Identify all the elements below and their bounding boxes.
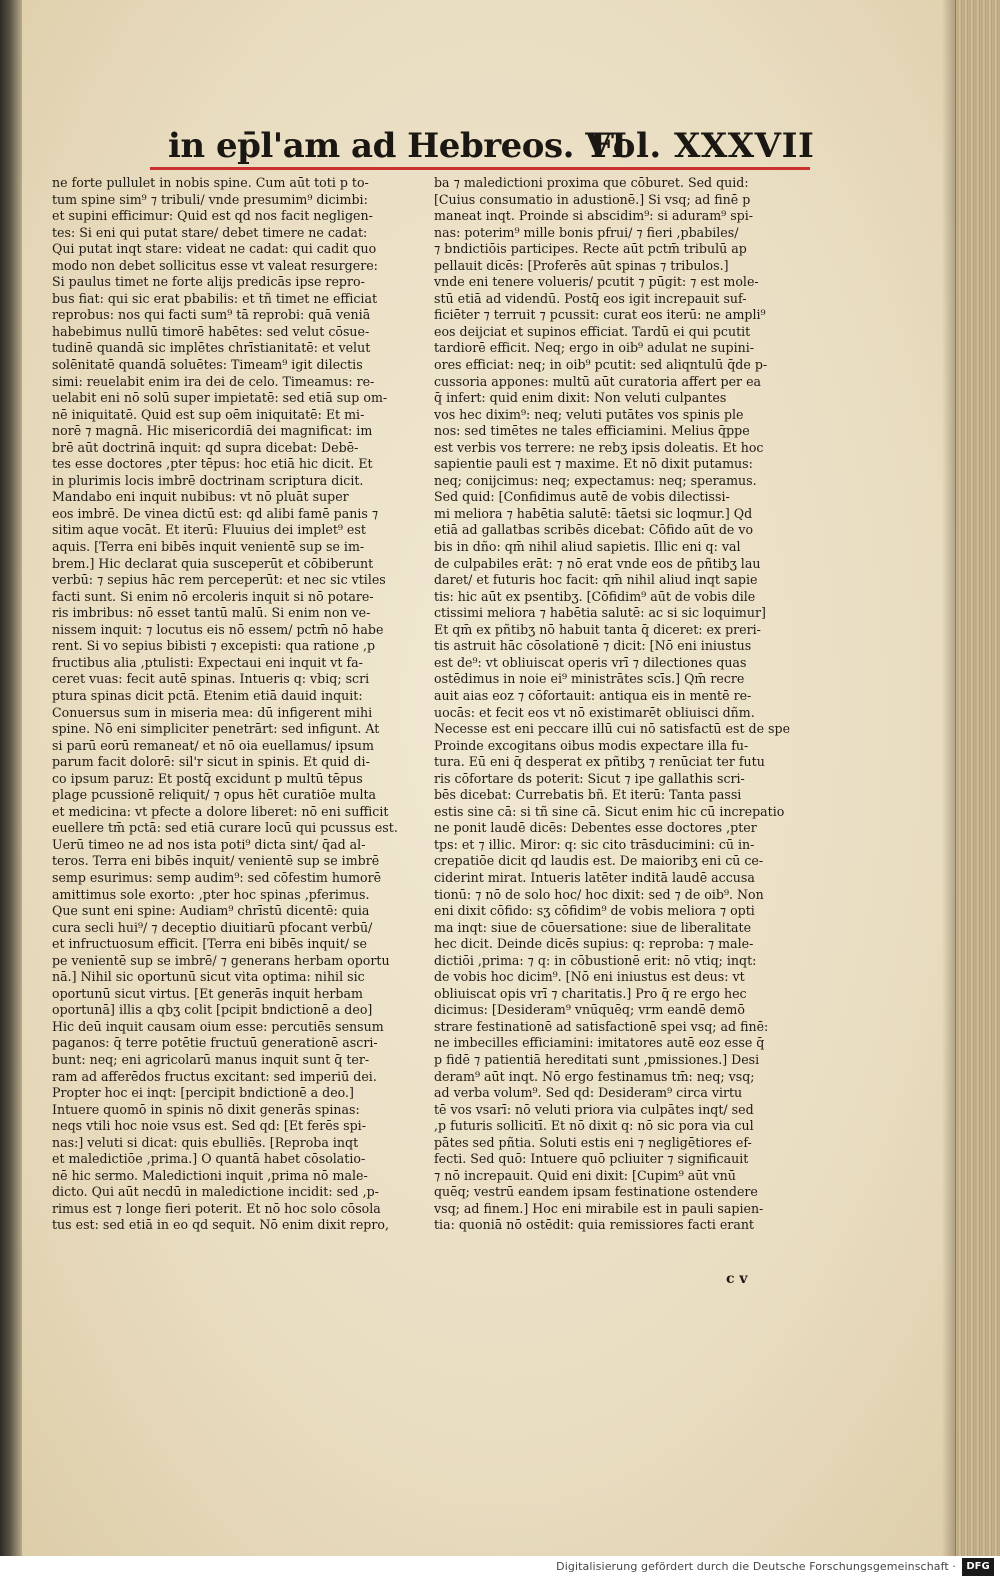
- text-line: ne imbecilles efficiamini: imitatores autē eoz esse q̄: [434, 1035, 765, 1051]
- text-line: tē vos vsarī: nō veluti priora via culpātes inqt/ sed: [434, 1101, 754, 1117]
- text-line: dicto. Qui aūt necdū in maledictione incidit: sed ,p-: [52, 1184, 379, 1200]
- text-line: tia: quoniā nō ostēdit: quia remissiores facti erant: [434, 1217, 754, 1233]
- text-line: nas: poterim⁹ mille bonis pfrui/ ⁊ fieri ,pbabiles/: [434, 224, 739, 240]
- text-line: cura secli hui⁹/ ⁊ deceptio diuitiarū pfocant verbū/: [52, 919, 373, 935]
- text-line: ba ⁊ maledictioni proxima que cōburet. Sed quid:: [434, 175, 749, 190]
- text-line: Mandabo eni inquit nubibus: vt nō pluāt super: [52, 489, 349, 505]
- text-line: Necesse est eni peccare illū cui nō satisfactū est de spe: [434, 721, 790, 737]
- text-line: pe venientē sup se imbrē/ ⁊ generans herbam oportu: [52, 952, 390, 968]
- text-line: rent. Si vo sepius bibisti ⁊ excepisti: qua ratione ,p: [52, 638, 376, 654]
- page-edge-shadow: [942, 0, 956, 1560]
- text-line: vnde eni tenere volueris/ pcutit ⁊ pūgit: ⁊ est mole-: [434, 274, 759, 290]
- text-line: oportunū sicut virtus. [Et generās inquit herbam: [52, 985, 363, 1001]
- text-line: eos imbrē. De vinea dictū est: qd alibi famē panis ⁊: [52, 505, 379, 521]
- text-line: rimus est ⁊ longe fieri poterit. Et nō hoc solo cōsola: [52, 1200, 381, 1216]
- text-line: nē iniquitatē. Quid est sup oēm iniquitatē: Et mi-: [52, 406, 365, 422]
- text-line: tum spine sim⁹ ⁊ tribuli/ vnde presumim⁹ dicimbi:: [52, 191, 368, 207]
- text-line: tardiorē efficit. Neq; ergo in oib⁹ adulat ne supini-: [434, 340, 754, 356]
- text-line: vsq; ad finem.] Hoc eni mirabile est in pauli sapien-: [434, 1200, 764, 1216]
- text-line: et supini efficimur: Quid est qd nos facit negligen-: [52, 208, 373, 224]
- text-line: parum facit dolorē: sil'r sicut in spinis. Et quid di-: [52, 754, 370, 770]
- text-line: Propter hoc ei inqt: [percipit bndictionē a deo.]: [52, 1085, 354, 1101]
- text-line: ad verba volum⁹. Sed qd: Desideram⁹ circa virtu: [434, 1085, 743, 1101]
- text-line: semp esurimus: semp audim⁹: sed cōfestim humorē: [52, 869, 382, 885]
- text-line: est verbis vos terrere: ne rebʒ ipsis doleatis. Et hoc: [434, 439, 764, 455]
- text-line: teros. Terra eni bibēs inquit/ venientē sup se imbrē: [52, 853, 380, 869]
- text-line: facti sunt. Si enim nō ercoleris inquit si nō potare-: [52, 588, 374, 604]
- text-line: hec dicit. Deinde dicēs supius: q: reproba: ⁊ male-: [434, 936, 754, 952]
- text-line: nos: sed timētes ne tales efficiamini. Melius q̄ppe: [434, 423, 750, 439]
- text-line: ptura spinas dicit pctā. Etenim etiā dauid inquit:: [52, 687, 363, 703]
- text-line: Hic deū inquit causam oium esse: percutiēs sensum: [52, 1018, 384, 1034]
- digitization-credit: Digitalisierung gefördert durch die Deutsche Forschungsgemeinschaft ·: [556, 1560, 956, 1573]
- text-line: dicimus: [Desideram⁹ vnūquēq; vrm eandē demō: [434, 1002, 745, 1018]
- text-line: ris imbribus: nō esset tantū malū. Si enim non ve-: [52, 605, 371, 621]
- text-line: ostēdimus in noie ei⁹ ministrātes scīs.] Qm̄ recre: [434, 671, 745, 687]
- text-line: in plurimis locis imbrē doctrinam scriptura dicit.: [52, 472, 364, 488]
- text-line: Uerū timeo ne ad nos ista poti⁹ dicta sint/ q̄ad al-: [52, 836, 366, 852]
- text-line: dictiōi ,prima: ⁊ q: in cōbustionē erit: nō vtiq; inqt:: [434, 952, 757, 968]
- text-line: stū etiā ad videndū. Postq̄ eos igit increpauit suf-: [434, 290, 747, 306]
- text-line: pellauit dicēs: [Proferēs aūt spinas ⁊ tribulos.]: [434, 257, 729, 273]
- text-line: Que sunt eni spine: Audiam⁹ chrīstū dicentē: quia: [52, 903, 370, 919]
- text-line: fecti. Sed quō: Intuere quō pcliuiter ⁊ significauit: [434, 1151, 749, 1167]
- text-line: habebimus nullū timorē habētes: sed velut cōsue-: [52, 323, 370, 339]
- text-line: ma inqt: siue de cōuersatione: siue de liberalitate: [434, 919, 752, 935]
- text-line: brē aūt doctrinā inquit: qd supra dicebat: Debē-: [52, 439, 359, 455]
- text-line: et infructuosum efficit. [Terra eni bibēs inquit/ se: [52, 936, 367, 952]
- text-line: etiā ad gallatbas scribēs dicebat: Cōfido aūt de vo: [434, 522, 754, 538]
- text-line: pātes sed pñtia. Soluti estis eni ⁊ negligētiores ef-: [434, 1134, 752, 1150]
- text-line: tis: hic aūt ex psentibʒ. [Cōfidim⁹ aūt de vobis dile: [434, 588, 756, 604]
- text-line: ciderint mirat. Intueris latēter inditā laudē accusa: [434, 869, 755, 885]
- text-line: paganos: q̄ terre potētie fructuū generationē ascri-: [52, 1035, 378, 1051]
- text-line: sapientie pauli est ⁊ maxime. Et nō dixit putamus:: [434, 456, 753, 472]
- text-line: fructibus alia ,ptulisti: Expectaui eni inquit vt fa-: [52, 654, 363, 670]
- text-line: quēq; vestrū eandem ipsam festinatione ostendere: [434, 1184, 758, 1200]
- text-line: tis astruit hāc cōsolationē ⁊ dicit: [Nō eni iniustus: [434, 638, 752, 654]
- text-line: ne ponit laudē dicēs: Debentes esse doctores ,pter: [434, 820, 757, 836]
- text-line: Sed quid: [Confidimus autē de vobis dilectissi-: [434, 489, 730, 505]
- text-line: spine. Nō eni simpliciter penetrārt: sed infigunt. At: [52, 721, 380, 737]
- text-line: p fidē ⁊ patientiā hereditati sunt ,pmissiones.] Desi: [434, 1051, 760, 1067]
- text-line: ⁊ nō increpauit. Quid eni dixit: [Cupim⁹ aūt vnū: [434, 1167, 736, 1183]
- text-line: ores efficiat: neq; in oib⁹ pcutit: sed aliqntulū q̄de p-: [434, 357, 768, 373]
- text-line: tes esse doctores ,pter tēpus: hoc etiā hic dicit. Et: [52, 456, 373, 472]
- text-line: Et qm̄ ex pñtibʒ nō habuit tanta q̄ diceret: ex preri-: [434, 621, 761, 637]
- text-line: daret/ et futuris hoc facit: qm̄ nihil aliud inqt sapie: [434, 572, 758, 588]
- text-line: neq; conijcimus: neq; expectamus: neq; speramus.: [434, 472, 757, 488]
- page-edge-stack: [955, 0, 1000, 1560]
- text-line: Si paulus timet ne forte alijs predicās ipse repro-: [52, 274, 365, 290]
- text-line: nissem inquit: ⁊ locutus eis nō essem/ pctm̄ nō habe: [52, 621, 384, 637]
- dfg-logo: DFG: [962, 1558, 994, 1576]
- text-line: co ipsum paruz: Et postq̄ excidunt p multū tēpus: [52, 770, 363, 786]
- text-line: aquis. [Terra eni bibēs inquit venientē sup se im-: [52, 539, 365, 555]
- text-line: bunt: neq; eni agricolarū manus inquit sunt q̄ ter-: [52, 1051, 370, 1067]
- text-line: obliuiscat opis vrī ⁊ charitatis.] Pro q̄ re ergo hec: [434, 985, 747, 1001]
- text-line: mi meliora ⁊ habētia salutē: tāetsi sic loqmur.] Qd: [434, 505, 753, 521]
- text-line: amittimus sole exorto: ,pter hoc spinas ,pferimus.: [52, 886, 370, 902]
- text-line: strare festinationē ad satisfactionē spei vsq; ad finē:: [434, 1018, 769, 1034]
- text-line: modo non debet sollicitus esse vt valeat resurgere:: [52, 257, 378, 273]
- text-line: tus est: sed etiā in eo qd sequit. Nō enim dixit repro,: [52, 1217, 389, 1233]
- text-line: de culpabiles erāt: ⁊ nō erat vnde eos de pñtibʒ lau: [434, 555, 761, 571]
- text-line: [Cuius consumatio in adustionē.] Si vsq; ad finē p: [434, 191, 751, 207]
- text-line: et maledictiōe ,prima.] O quantā habet cōsolatio-: [52, 1151, 366, 1167]
- text-line: solēnitatē quandā soluētes: Timeam⁹ igit dilectis: [52, 357, 363, 373]
- text-line: ris cōfortare ds poterit: Sicut ⁊ ipe gallathis scri-: [434, 770, 745, 786]
- text-line: uelabit eni nō solū super impietatē: sed etiā sup om-: [52, 390, 388, 406]
- text-line: de vobis hoc dicim⁹. [Nō eni iniustus est deus: vt: [434, 969, 745, 985]
- text-line: euellere tm̄ pctā: sed etiā curare locū qui pcussus est.: [52, 820, 398, 836]
- folio-number: Fol. XXXVII: [590, 126, 815, 166]
- text-line: verbū: ⁊ sepius hāc rem perceperūt: et nec sic vtiles: [52, 572, 386, 588]
- text-line: nas:] veluti si dicat: quis ebulliēs. [Reproba inqt: [52, 1134, 359, 1150]
- running-head-title: in ep̄l'am ad Hebreos. VI: [168, 126, 627, 166]
- text-line: ram ad afferēdos fructus excitant: sed imperiū dei.: [52, 1068, 377, 1084]
- text-line: ⁊ bndictiōis participes. Recte aūt pctm̄ tribulū ap: [434, 241, 747, 257]
- text-line: tionū: ⁊ nō de solo hoc/ hoc dixit: sed ⁊ de oib⁹. Non: [434, 886, 764, 902]
- text-line: si parū eorū remaneat/ et nō oia euellamus/ ipsum: [52, 737, 374, 753]
- text-line: oportunā] illis a qbʒ colit [pcipit bndictionē a deo]: [52, 1002, 373, 1018]
- text-line: Proinde excogitans oibus modis expectare illa fu-: [434, 737, 749, 753]
- text-line: sitim aque vocāt. Et iterū: Fluuius dei implet⁹ est: [52, 522, 366, 538]
- text-line: ficiēter ⁊ terruit ⁊ pcussit: curat eos iterū: ne ampli⁹: [434, 307, 766, 323]
- text-line: Conuersus sum in miseria mea: dū infigerent mihi: [52, 704, 373, 720]
- text-line: uocās: et fecit eos vt nō existimarēt obliuisci dñm.: [434, 704, 755, 720]
- text-line: eni dixit cōfido: sʒ cōfidim⁹ de vobis meliora ⁊ opti: [434, 903, 755, 919]
- text-line: tudinē quandā sic implētes chrīstianitatē: et velut: [52, 340, 371, 356]
- text-line: nā.] Nihil sic oportunū sicut vita optima: nihil sic: [52, 969, 365, 985]
- text-line: plage pcussionē reliquit/ ⁊ opus hēt curatiōe multa: [52, 787, 377, 803]
- text-line: reprobus: nos qui facti sum⁹ tā reprobi: quā veniā: [52, 307, 371, 323]
- text-line: crepatiōe dicit qd laudis est. De maioribʒ eni cū ce-: [434, 853, 764, 869]
- text-line: bis in dño: qm̄ nihil aliud sapietis. Illic eni q: val: [434, 539, 741, 555]
- text-line: eos deijciat et supinos efficiat. Tardū ei qui pcutit: [434, 323, 751, 339]
- text-line: maneat inqt. Proinde si abscidim⁹: si aduram⁹ spi-: [434, 208, 754, 224]
- text-line: tps: et ⁊ illic. Miror: q: sic cito trāsducimini: cū in-: [434, 836, 755, 852]
- text-line: bus fiat: qui sic erat pbabilis: et tñ timet ne efficiat: [52, 290, 378, 306]
- text-line: nē hic sermo. Maledictioni inquit ,prima nō male-: [52, 1167, 368, 1183]
- text-line: deram⁹ aūt inqt. Nō ergo festinamus tm̄: neq; vsq;: [434, 1068, 755, 1084]
- text-line: ceret vuas: fecit autē spinas. Intueris q: vbiq; scri: [52, 671, 370, 687]
- signature-mark: c v: [726, 1271, 748, 1287]
- text-column-right: [434, 175, 790, 1234]
- text-line: tes: Si eni qui putat stare/ debet timere ne cadat:: [52, 224, 368, 240]
- text-line: estis sine cā: si tñ sine cā. Sicut enim hic cū increpatio: [434, 803, 785, 819]
- text-column-left: [52, 175, 408, 1234]
- text-line: norē ⁊ magnā. Hic misericordiā dei magnificat: im: [52, 423, 373, 439]
- text-line: ctissimi meliora ⁊ habētia salutē: ac si sic loquimur]: [434, 605, 766, 621]
- text-line: simi: reuelabit enim ira dei de celo. Timeamus: re-: [52, 373, 375, 389]
- text-line: ,p futuris sollicitī. Et nō dixit q: nō sic pora via cul: [434, 1118, 754, 1134]
- binding-shadow: [0, 0, 22, 1560]
- text-line: et medicina: vt pfecte a dolore liberet: nō eni sufficit: [52, 803, 389, 819]
- text-line: auit aias eoz ⁊ cōfortauit: antiqua eis in mentē re-: [434, 687, 752, 703]
- text-line: brem.] Hic declarat quia susceperūt et cōbiberunt: [52, 555, 374, 571]
- text-line: tura. Eū eni q̄ desperat ex pñtibʒ ⁊ renūciat ter futu: [434, 754, 765, 770]
- text-line: est de⁹: vt obliuiscat operis vrī ⁊ dilectiones quas: [434, 654, 747, 670]
- text-line: cussoria appones: multū aūt curatoria affert per ea: [434, 373, 762, 389]
- text-line: bēs dicebat: Currebatis bñ. Et iterū: Tanta passi: [434, 787, 742, 803]
- text-line: ne forte pullulet in nobis spine. Cum aūt toti p to-: [52, 175, 369, 190]
- text-line: neqs vtili hoc noie vsus est. Sed qd: [Et ferēs spi-: [52, 1118, 366, 1134]
- text-line: Qui putat inqt stare: videat ne cadat: qui cadit quo: [52, 241, 377, 257]
- rubric-rule: [150, 167, 810, 170]
- text-line: vos hec dixim⁹: neq; veluti putātes vos spinis ple: [434, 406, 744, 422]
- text-line: q̄ infert: quid enim dixit: Non veluti culpantes: [434, 390, 727, 406]
- text-line: Intuere quomō in spinis nō dixit generās spinas:: [52, 1101, 360, 1117]
